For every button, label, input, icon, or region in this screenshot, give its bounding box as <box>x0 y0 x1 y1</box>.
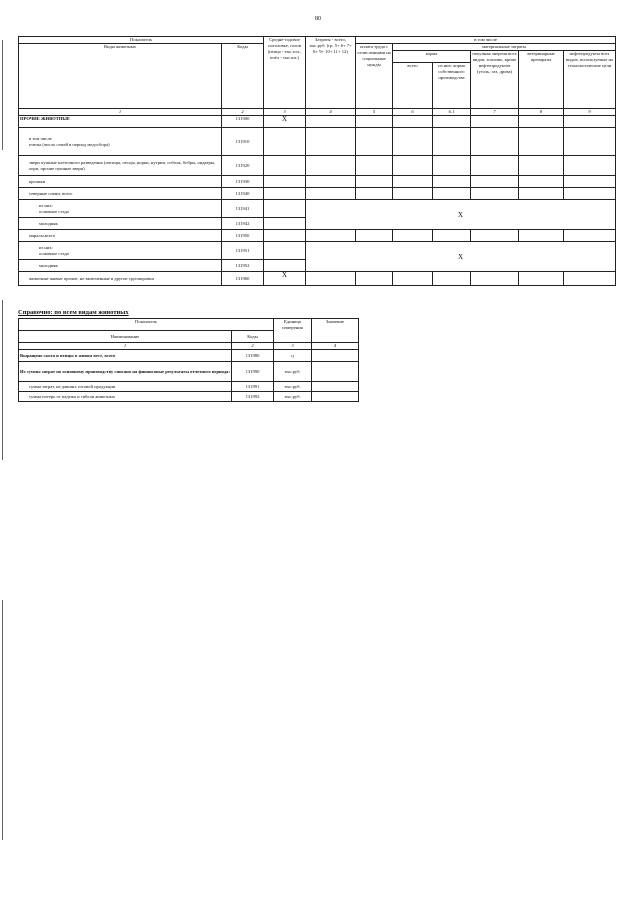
row-label: маралы,всего <box>19 230 222 242</box>
data-cell[interactable] <box>519 116 564 128</box>
data-cell[interactable] <box>471 176 519 188</box>
col-number: 2 <box>232 343 274 350</box>
data-cell[interactable] <box>264 242 306 260</box>
data-cell[interactable] <box>564 128 616 156</box>
col-number: 9 <box>564 109 616 116</box>
data-cell[interactable] <box>519 188 564 200</box>
data-cell[interactable] <box>356 128 393 156</box>
scan-edge-mark <box>2 40 3 150</box>
row-unit: тыс.руб. <box>274 362 312 382</box>
row-label: молодняк <box>19 260 222 272</box>
col-number: 6 <box>393 109 433 116</box>
row-label-prefix: в том числе <box>29 135 52 141</box>
data-cell[interactable] <box>393 230 433 242</box>
header-labor: оплата труда с отчислениями на социальные нужды <box>356 44 393 109</box>
value-cell[interactable] <box>312 382 359 392</box>
row-label: животные живые прочие, не включенные в другие группировки <box>19 272 222 286</box>
row-label: сумма затрат, не давших готовой продукции <box>19 382 232 392</box>
data-cell[interactable] <box>471 272 519 286</box>
row-unit: ц <box>274 350 312 362</box>
row-code: 131910 <box>222 128 264 156</box>
row-code: 131992 <box>232 392 274 402</box>
table-row <box>19 392 359 402</box>
table-row <box>19 230 616 242</box>
col-number: 6.1 <box>433 109 471 116</box>
data-cell[interactable] <box>306 156 356 176</box>
data-cell[interactable] <box>471 188 519 200</box>
data-cell[interactable] <box>393 156 433 176</box>
data-cell[interactable] <box>564 188 616 200</box>
data-cell[interactable] <box>356 116 393 128</box>
row-unit: тыс.руб. <box>274 382 312 392</box>
data-cell[interactable] <box>433 116 471 128</box>
table-row <box>19 382 359 392</box>
data-cell[interactable] <box>519 156 564 176</box>
data-cell[interactable] <box>393 176 433 188</box>
col-number: 3 <box>274 343 312 350</box>
data-cell[interactable] <box>564 156 616 176</box>
table-row <box>19 128 616 156</box>
data-cell[interactable] <box>393 272 433 286</box>
data-cell[interactable] <box>433 188 471 200</box>
table-row <box>19 176 616 188</box>
row-label: кролики <box>19 176 222 188</box>
data-cell[interactable] <box>356 230 393 242</box>
data-cell[interactable] <box>356 188 393 200</box>
header-material: материальные затраты <box>393 44 616 51</box>
col-number: 5 <box>356 109 393 116</box>
table-row <box>19 116 616 128</box>
col-number: 3 <box>264 109 306 116</box>
cross-mark: X <box>306 242 616 272</box>
header-including: в том числе <box>356 37 616 44</box>
table-row <box>19 188 616 200</box>
data-cell[interactable] <box>264 188 306 200</box>
row-code: 131952 <box>222 260 264 272</box>
data-cell[interactable] <box>264 176 306 188</box>
data-cell[interactable] <box>471 128 519 156</box>
row-label: ПРОЧИЕ ЖИВОТНЫЕ <box>19 116 222 128</box>
cross-mark: X <box>264 116 306 128</box>
data-cell[interactable] <box>393 188 433 200</box>
data-cell[interactable] <box>264 218 306 230</box>
col-number: 4 <box>312 343 359 350</box>
col-number: 8 <box>519 109 564 116</box>
row-code: 131941 <box>222 200 264 218</box>
row-code: 131942 <box>222 218 264 230</box>
row-code: 131950 <box>222 230 264 242</box>
cross-mark: X <box>306 200 616 230</box>
data-cell[interactable] <box>264 156 306 176</box>
row-label-text: основное стадо <box>39 208 70 214</box>
row-label <box>19 128 222 156</box>
row-code: 131951 <box>222 242 264 260</box>
cross-mark: X <box>264 272 306 286</box>
data-cell[interactable] <box>519 230 564 242</box>
data-cell[interactable] <box>433 156 471 176</box>
data-cell[interactable] <box>564 116 616 128</box>
row-code: 131991 <box>232 382 274 392</box>
row-label-prefix: из них: <box>39 202 53 208</box>
scan-edge-mark <box>2 300 3 460</box>
header-codes: Коды <box>222 44 264 109</box>
value-cell[interactable] <box>312 362 359 382</box>
col-number: 4 <box>306 109 356 116</box>
col-number: 2 <box>222 109 264 116</box>
header-indicator: Показатель <box>19 37 264 44</box>
data-cell[interactable] <box>264 200 306 218</box>
data-cell[interactable] <box>306 116 356 128</box>
row-label: молодняк <box>19 218 222 230</box>
reference-title: Справочно: по всем видам животных <box>18 309 129 316</box>
row-code: 131920 <box>222 156 264 176</box>
row-label <box>19 200 222 218</box>
data-cell[interactable] <box>433 176 471 188</box>
data-cell[interactable] <box>564 230 616 242</box>
page-number: 80 <box>315 16 321 22</box>
row-label-text: основное стадо <box>39 250 70 256</box>
row-label: звери пушные клеточного разведения (лисицы, песцы, норки, нутрии, соболя, бобры, ондатры, хори, прочие пушные звери) <box>19 156 222 176</box>
row-label-text: пчелы (число семей в период медосбора) <box>29 141 110 147</box>
ref-header-value: Значение <box>312 319 359 343</box>
reference-table <box>18 318 359 402</box>
value-cell[interactable] <box>312 350 359 362</box>
data-cell[interactable] <box>433 128 471 156</box>
ref-header-name: Наименование <box>19 331 232 343</box>
data-cell[interactable] <box>356 176 393 188</box>
table-row <box>19 272 616 286</box>
data-cell[interactable] <box>393 116 433 128</box>
main-cost-table <box>18 36 616 286</box>
row-code: 131980 <box>232 350 274 362</box>
col-number: 7 <box>471 109 519 116</box>
row-label-prefix: из них: <box>39 244 53 250</box>
header-purchased-energy: покупная энергия всех видов, топливо, кроме нефтепродуктов (уголь, газ, дрова) <box>471 51 519 109</box>
data-cell[interactable] <box>306 176 356 188</box>
table-row <box>19 350 359 362</box>
row-code: 131930 <box>222 176 264 188</box>
row-label: Из суммы затрат по основному производству списано на финансовые результаты отчетного периода: <box>19 362 232 382</box>
table-row <box>19 200 616 218</box>
header-animal-types: Виды животных <box>19 44 222 109</box>
header-feed-total: всего <box>393 63 433 109</box>
data-cell[interactable] <box>393 128 433 156</box>
data-cell[interactable] <box>356 156 393 176</box>
row-code: 131940 <box>222 188 264 200</box>
header-costs-total: Затраты - всего, тыс.руб. (гр. 5+ 6+ 7+ 8+ 9+ 10+ 11+ 12) <box>306 37 356 109</box>
header-oil: нефтепродукты всех видов, используемые на технологические цели <box>564 51 616 109</box>
data-cell[interactable] <box>356 272 393 286</box>
row-label: северные олени, всего <box>19 188 222 200</box>
row-unit: тыс.руб. <box>274 392 312 402</box>
data-cell[interactable] <box>264 260 306 272</box>
data-cell[interactable] <box>519 272 564 286</box>
row-label <box>19 242 222 260</box>
data-cell[interactable] <box>519 176 564 188</box>
header-avg-head: Средне-годовое поголовье, голов (птица - тыс.гол., пчёл - тыс.шт.) <box>264 37 306 109</box>
value-cell[interactable] <box>312 392 359 402</box>
table-row <box>19 242 616 260</box>
data-cell[interactable] <box>306 230 356 242</box>
data-cell[interactable] <box>264 128 306 156</box>
header-feed: корма <box>393 51 471 63</box>
data-cell[interactable] <box>433 230 471 242</box>
row-code: 131900 <box>222 116 264 128</box>
data-cell[interactable] <box>471 156 519 176</box>
header-feed-own: из них: корма собственного производства <box>433 63 471 109</box>
data-cell[interactable] <box>519 128 564 156</box>
col-number: 1 <box>19 109 222 116</box>
data-cell[interactable] <box>471 230 519 242</box>
data-cell[interactable] <box>306 188 356 200</box>
data-cell[interactable] <box>471 116 519 128</box>
table-row <box>19 156 616 176</box>
ref-header-unit: Единица измерения <box>274 319 312 343</box>
row-label: Выращено скота и птицы в живом весе, всего <box>19 350 232 362</box>
ref-header-codes: Коды <box>232 331 274 343</box>
row-label: сумма потерь от падежа и гибели животных <box>19 392 232 402</box>
data-cell[interactable] <box>564 272 616 286</box>
data-cell[interactable] <box>433 272 471 286</box>
ref-header-indicator: Показатель <box>19 319 274 331</box>
col-number: 1 <box>19 343 232 350</box>
data-cell[interactable] <box>306 128 356 156</box>
row-code: 131960 <box>222 272 264 286</box>
header-vet: ветеринарные препараты <box>519 51 564 109</box>
data-cell[interactable] <box>306 272 356 286</box>
scan-edge-mark <box>2 600 3 840</box>
table-row <box>19 362 359 382</box>
data-cell[interactable] <box>264 230 306 242</box>
data-cell[interactable] <box>564 176 616 188</box>
row-code: 131990 <box>232 362 274 382</box>
